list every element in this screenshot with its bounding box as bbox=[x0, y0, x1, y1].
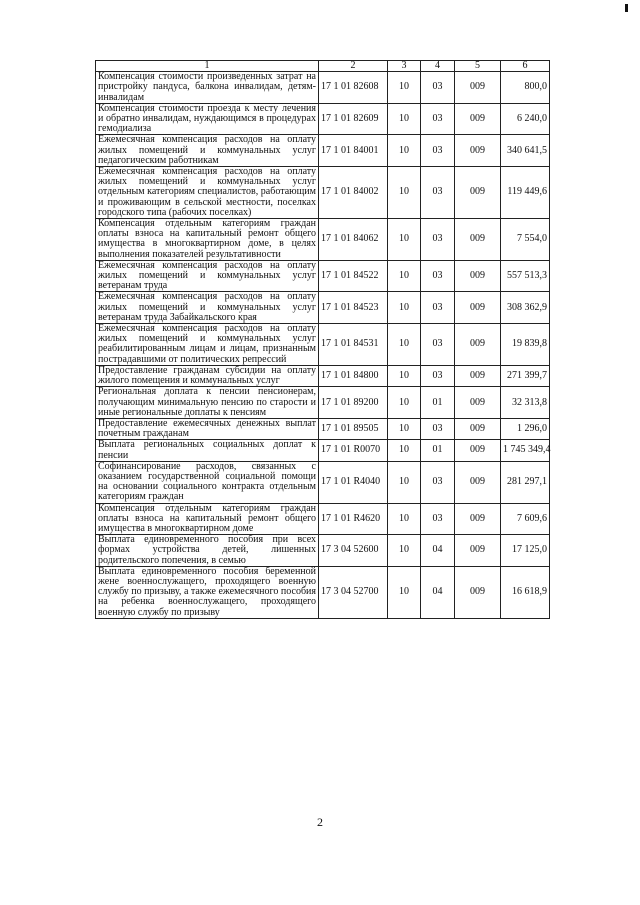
row-amount-cell: 7 554,0 bbox=[501, 219, 550, 261]
row-col4-cell: 04 bbox=[421, 535, 455, 567]
table-header-row bbox=[96, 61, 550, 72]
row-amount-cell: 16 618,9 bbox=[501, 566, 550, 618]
row-col3-cell: 10 bbox=[388, 292, 421, 324]
row-col3-cell: 10 bbox=[388, 461, 421, 503]
row-col3-cell: 10 bbox=[388, 387, 421, 419]
row-col3-cell: 10 bbox=[388, 440, 421, 461]
row-col4-cell: 03 bbox=[421, 461, 455, 503]
row-col4-cell: 03 bbox=[421, 135, 455, 167]
row-col5-cell: 009 bbox=[455, 292, 501, 324]
row-amount-cell: 271 399,7 bbox=[501, 365, 550, 386]
row-amount-cell: 19 839,8 bbox=[501, 324, 550, 366]
header-col-3: 3 bbox=[388, 61, 421, 72]
row-name-cell: Предоставление гражданам субсидии на оплату жилого помещения и коммунальных услуг bbox=[96, 365, 319, 386]
header-col-5: 5 bbox=[455, 61, 501, 72]
row-name-cell: Региональная доплата к пенсии пенсионерам, получающим минимальную пенсию по старости и иные региональные доплаты к пенсиям bbox=[96, 387, 319, 419]
row-col5-cell: 009 bbox=[455, 365, 501, 386]
row-col5-cell: 009 bbox=[455, 503, 501, 535]
row-col4-cell: 03 bbox=[421, 103, 455, 135]
table-row bbox=[96, 535, 550, 567]
row-col4-cell: 04 bbox=[421, 566, 455, 618]
row-code-cell: 17 1 01 84522 bbox=[319, 260, 388, 292]
row-name-cell: Софинансирование расходов, связанных с оказанием государственной социальной помощи на основании социального контракта отдельным категориям граждан bbox=[96, 461, 319, 503]
row-code-cell: 17 1 01 84001 bbox=[319, 135, 388, 167]
table-row bbox=[96, 365, 550, 386]
row-name-cell: Ежемесячная компенсация расходов на оплату жилых помещений и коммунальных услуг педагогическим работникам bbox=[96, 135, 319, 167]
row-amount-cell: 1 745 349,4 bbox=[501, 440, 550, 461]
row-col5-cell: 009 bbox=[455, 566, 501, 618]
row-amount-cell: 7 609,6 bbox=[501, 503, 550, 535]
row-col5-cell: 009 bbox=[455, 135, 501, 167]
row-name-cell: Ежемесячная компенсация расходов на оплату жилых помещений и коммунальных услуг ветеранам труда bbox=[96, 260, 319, 292]
row-col4-cell: 03 bbox=[421, 503, 455, 535]
table-row bbox=[96, 324, 550, 366]
header-col-1: 1 bbox=[96, 61, 319, 72]
page-corner-mark bbox=[625, 4, 628, 12]
row-name-cell: Ежемесячная компенсация расходов на оплату жилых помещений и коммунальных услуг отдельным категориям специалистов, работающим и проживающим в сельской местности, поселках городского типа (рабочих поселках) bbox=[96, 167, 319, 219]
header-col-2: 2 bbox=[319, 61, 388, 72]
row-col5-cell: 009 bbox=[455, 103, 501, 135]
table-row bbox=[96, 440, 550, 461]
row-col3-cell: 10 bbox=[388, 72, 421, 104]
row-amount-cell: 17 125,0 bbox=[501, 535, 550, 567]
table-row bbox=[96, 387, 550, 419]
row-col3-cell: 10 bbox=[388, 418, 421, 439]
row-amount-cell: 32 313,8 bbox=[501, 387, 550, 419]
row-col3-cell: 10 bbox=[388, 566, 421, 618]
row-amount-cell: 557 513,3 bbox=[501, 260, 550, 292]
row-name-cell: Компенсация стоимости проезда к месту лечения и обратно инвалидам, нуждающимся в процедурах гемодиализа bbox=[96, 103, 319, 135]
row-code-cell: 17 1 01 89200 bbox=[319, 387, 388, 419]
row-amount-cell: 340 641,5 bbox=[501, 135, 550, 167]
row-name-cell: Ежемесячная компенсация расходов на оплату жилых помещений и коммунальных услуг реабилитированным лицам и лицам, признанным пострадавшими от политических репрессий bbox=[96, 324, 319, 366]
row-code-cell: 17 1 01 R4620 bbox=[319, 503, 388, 535]
row-col4-cell: 01 bbox=[421, 440, 455, 461]
row-col4-cell: 03 bbox=[421, 167, 455, 219]
row-col3-cell: 10 bbox=[388, 135, 421, 167]
row-code-cell: 17 3 04 52700 bbox=[319, 566, 388, 618]
row-col4-cell: 03 bbox=[421, 365, 455, 386]
row-col3-cell: 10 bbox=[388, 535, 421, 567]
row-name-cell: Компенсация отдельным категориям граждан оплаты взноса на капитальный ремонт общего имущества в многоквартирном доме bbox=[96, 503, 319, 535]
row-col4-cell: 03 bbox=[421, 219, 455, 261]
row-code-cell: 17 1 01 84531 bbox=[319, 324, 388, 366]
table-row bbox=[96, 418, 550, 439]
header-col-4: 4 bbox=[421, 61, 455, 72]
table-row bbox=[96, 503, 550, 535]
row-col3-cell: 10 bbox=[388, 503, 421, 535]
row-code-cell: 17 1 01 R4040 bbox=[319, 461, 388, 503]
row-col3-cell: 10 bbox=[388, 260, 421, 292]
row-amount-cell: 308 362,9 bbox=[501, 292, 550, 324]
table-row bbox=[96, 566, 550, 618]
table-row bbox=[96, 219, 550, 261]
budget-table bbox=[95, 60, 550, 619]
row-code-cell: 17 1 01 82609 bbox=[319, 103, 388, 135]
row-amount-cell: 281 297,1 bbox=[501, 461, 550, 503]
row-name-cell: Ежемесячная компенсация расходов на оплату жилых помещений и коммунальных услуг ветеранам труда Забайкальского края bbox=[96, 292, 319, 324]
row-col5-cell: 009 bbox=[455, 167, 501, 219]
row-code-cell: 17 1 01 82608 bbox=[319, 72, 388, 104]
row-code-cell: 17 1 01 84002 bbox=[319, 167, 388, 219]
row-name-cell: Выплата единовременного пособия беременной жене военнослужащего, проходящего военную службу по призыву, а также ежемесячного пособия на ребенка военнослужащего, проходящего военную службу по призыву bbox=[96, 566, 319, 618]
table-row bbox=[96, 135, 550, 167]
row-col3-cell: 10 bbox=[388, 324, 421, 366]
row-amount-cell: 800,0 bbox=[501, 72, 550, 104]
table-row bbox=[96, 103, 550, 135]
row-code-cell: 17 1 01 84523 bbox=[319, 292, 388, 324]
header-col-6: 6 bbox=[501, 61, 550, 72]
table-row bbox=[96, 461, 550, 503]
row-col3-cell: 10 bbox=[388, 167, 421, 219]
row-code-cell: 17 1 01 89505 bbox=[319, 418, 388, 439]
row-col4-cell: 03 bbox=[421, 324, 455, 366]
row-col5-cell: 009 bbox=[455, 219, 501, 261]
row-name-cell: Компенсация отдельным категориям граждан оплаты взноса на капитальный ремонт общего имущества в многоквартирном доме, в целях выполнения показателей результативности bbox=[96, 219, 319, 261]
row-col5-cell: 009 bbox=[455, 260, 501, 292]
row-code-cell: 17 3 04 52600 bbox=[319, 535, 388, 567]
row-amount-cell: 119 449,6 bbox=[501, 167, 550, 219]
row-col5-cell: 009 bbox=[455, 72, 501, 104]
row-col5-cell: 009 bbox=[455, 535, 501, 567]
row-code-cell: 17 1 01 R0070 bbox=[319, 440, 388, 461]
table-row bbox=[96, 167, 550, 219]
row-col5-cell: 009 bbox=[455, 418, 501, 439]
row-col4-cell: 03 bbox=[421, 260, 455, 292]
row-name-cell: Выплата региональных социальных доплат к пенсии bbox=[96, 440, 319, 461]
row-name-cell: Компенсация стоимости произведенных затрат на пристройку пандуса, балкона инвалидам, детям-инвалидам bbox=[96, 72, 319, 104]
row-code-cell: 17 1 01 84062 bbox=[319, 219, 388, 261]
row-col3-cell: 10 bbox=[388, 365, 421, 386]
row-col3-cell: 10 bbox=[388, 219, 421, 261]
row-amount-cell: 1 296,0 bbox=[501, 418, 550, 439]
row-name-cell: Выплата единовременного пособия при всех формах устройства детей, лишенных родительского попечения, в семью bbox=[96, 535, 319, 567]
row-col5-cell: 009 bbox=[455, 461, 501, 503]
row-col4-cell: 03 bbox=[421, 72, 455, 104]
row-amount-cell: 6 240,0 bbox=[501, 103, 550, 135]
row-name-cell: Предоставление ежемесячных денежных выплат почетным гражданам bbox=[96, 418, 319, 439]
table-row bbox=[96, 260, 550, 292]
table-body bbox=[96, 72, 550, 619]
row-col4-cell: 03 bbox=[421, 418, 455, 439]
table-row bbox=[96, 72, 550, 104]
page-number: 2 bbox=[317, 815, 323, 829]
row-col3-cell: 10 bbox=[388, 103, 421, 135]
table-row bbox=[96, 292, 550, 324]
row-col4-cell: 01 bbox=[421, 387, 455, 419]
row-col5-cell: 009 bbox=[455, 387, 501, 419]
row-col4-cell: 03 bbox=[421, 292, 455, 324]
row-col5-cell: 009 bbox=[455, 324, 501, 366]
row-code-cell: 17 1 01 84800 bbox=[319, 365, 388, 386]
row-col5-cell: 009 bbox=[455, 440, 501, 461]
